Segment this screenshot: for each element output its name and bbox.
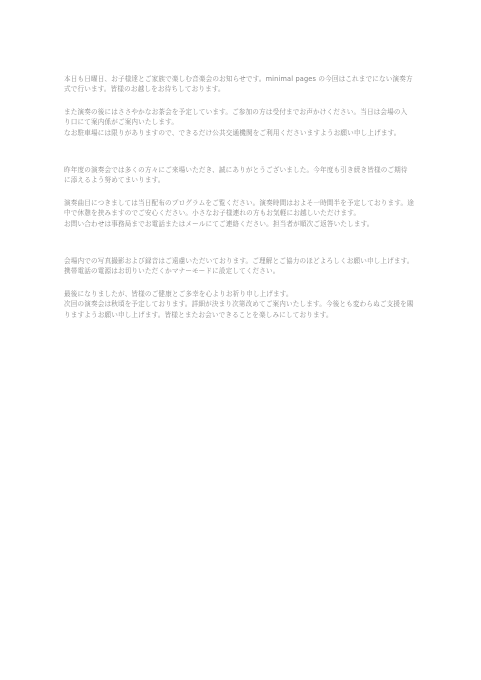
paragraph: 昨年度の演奏会では多くの方々にご来場いただき、誠にありがとうございました。今年度も引き続き皆様のご期待に添えるよう努めてまいります。 bbox=[64, 166, 408, 185]
paragraph: お問い合わせは事務局までお電話またはメールにてご連絡ください。担当者が順次ご返答いたします。 bbox=[64, 219, 374, 228]
paragraph: 演奏曲目につきましては当日配布のプログラムをご覧ください。演奏時間はおよそ一時間半を予定しております。途中で休憩を挟みますのでご安心ください。小さなお子様連れの方もお気軽にお越しいただけます。 bbox=[64, 198, 414, 218]
paragraph: 会場内での写真撮影および録音はご遠慮いただいております。ご理解とご協力のほどよろしくお願い申し上げます。携帯電話の電源はお切りいただくかマナーモードに設定してください。 bbox=[64, 257, 414, 276]
paragraph: また演奏の後にはささやかなお茶会を予定しています。ご参加の方は受付までお声かけください。当日は会場の入り口にて案内係がご案内いたします。 bbox=[64, 107, 408, 127]
section-5 bbox=[64, 289, 414, 320]
section-1 bbox=[64, 74, 414, 138]
paragraph: なお駐車場には限りがありますので、できるだけ公共交通機関をご利用くださいますようお願い申し上げます。 bbox=[64, 128, 401, 137]
section-2 bbox=[64, 165, 414, 186]
paragraph: 本日も日曜日、お子様達とご家族で楽しむ音楽会のお知らせです。minimal pages の今回はこれまでにない演奏方式で行います。皆様のお越しをお待ちしております。 bbox=[64, 75, 413, 94]
paragraph: 次回の演奏会は秋頃を予定しております。詳細が決まり次第改めてご案内いたします。今後とも変わらぬご支援を賜りますようお願い申し上げます。皆様とまたお会いできることを楽しみにしております。 bbox=[64, 300, 414, 319]
section-3 bbox=[64, 198, 414, 229]
section-4 bbox=[64, 256, 414, 277]
paragraph: 最後になりましたが、皆様のご健康とご多幸を心よりお祈り申し上げます。 bbox=[64, 289, 293, 298]
document-body bbox=[64, 74, 414, 320]
